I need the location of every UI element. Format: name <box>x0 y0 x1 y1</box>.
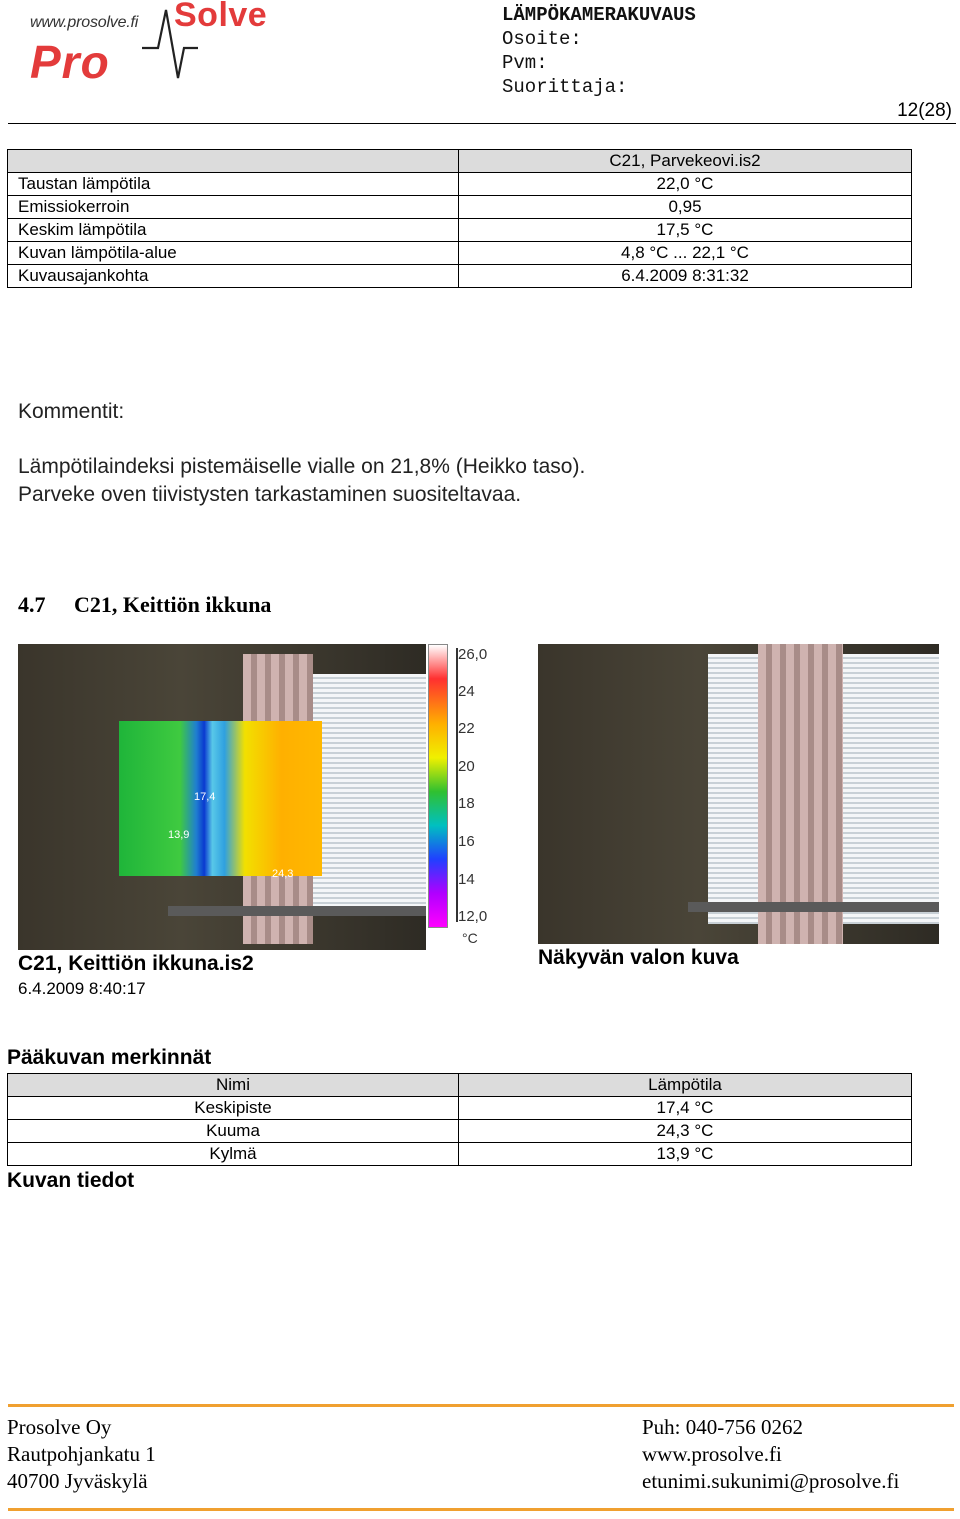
table-header-cell: Lämpötila <box>459 1074 912 1097</box>
performer-label: Suorittaja: <box>502 76 628 98</box>
table-cell: Taustan lämpötila <box>8 173 459 196</box>
scale-tick: 26,0 <box>458 646 488 663</box>
table-cell: 22,0 °C <box>459 173 912 196</box>
visible-light-photo <box>538 644 939 944</box>
scale-tick: 22 <box>458 720 475 737</box>
logo-spark-icon <box>140 4 200 84</box>
hot-marker: 24,3 <box>272 868 294 880</box>
table-cell <box>8 150 459 173</box>
scale-tick: 16 <box>458 833 475 850</box>
footer-company: Prosolve Oy <box>7 1415 112 1439</box>
table-cell: 6.4.2009 8:31:32 <box>459 265 912 288</box>
table-cell: Kuvausajankohta <box>8 265 459 288</box>
section-title: C21, Keittiön ikkuna <box>74 592 272 617</box>
thermal-image-caption: C21, Keittiön ikkuna.is2 <box>18 952 254 975</box>
table-cell: C21, Parvekeovi.is2 <box>459 150 912 173</box>
comments-heading: Kommentit: <box>18 400 125 423</box>
table-cell: Keskipiste <box>8 1097 459 1120</box>
logo-pro-text: Pro <box>30 36 110 88</box>
table-cell: 17,4 °C <box>459 1097 912 1120</box>
center-marker: 17,4 <box>194 791 216 803</box>
markers-heading: Pääkuvan merkinnät <box>7 1046 212 1069</box>
footer-divider-bottom <box>8 1508 954 1511</box>
table-row <box>8 1097 912 1120</box>
scale-tick: 18 <box>458 795 475 812</box>
scale-tick: 24 <box>458 683 475 700</box>
page-number: 12(28) <box>897 100 952 121</box>
image-info-heading: Kuvan tiedot <box>7 1169 135 1192</box>
footer-divider-top <box>8 1404 954 1407</box>
table-row <box>8 1143 912 1166</box>
table-row <box>8 242 912 265</box>
table-cell: 0,95 <box>459 196 912 219</box>
header-divider <box>8 123 956 124</box>
section-number: 4.7 <box>18 592 46 617</box>
table-header-cell: Nimi <box>8 1074 459 1097</box>
image-info-table <box>7 149 912 288</box>
table-cell: 24,3 °C <box>459 1120 912 1143</box>
thermal-image <box>18 644 426 950</box>
table-row <box>8 150 912 173</box>
table-row <box>8 196 912 219</box>
footer-street: Rautpohjankatu 1 <box>7 1442 156 1466</box>
table-cell: Kuuma <box>8 1120 459 1143</box>
footer-website-link[interactable]: www.prosolve.fi <box>642 1442 782 1466</box>
temperature-scale <box>426 644 506 950</box>
table-cell: Emissiokerroin <box>8 196 459 219</box>
visible-image-caption: Näkyvän valon kuva <box>538 946 739 969</box>
cold-marker: 13,9 <box>168 829 190 841</box>
table-cell: 17,5 °C <box>459 219 912 242</box>
table-cell: Keskim lämpötila <box>8 219 459 242</box>
table-row <box>8 1120 912 1143</box>
table-cell: Kylmä <box>8 1143 459 1166</box>
scale-tick: 14 <box>458 871 475 888</box>
company-logo <box>28 0 308 90</box>
markers-table <box>7 1073 912 1166</box>
table-row <box>8 219 912 242</box>
table-cell: 4,8 °C ... 22,1 °C <box>459 242 912 265</box>
comment-line: Lämpötilaindeksi pistemäiselle vialle on 21,8% (Heikko taso). <box>18 455 586 478</box>
table-cell: Kuvan lämpötila-alue <box>8 242 459 265</box>
footer-phone: Puh: 040-756 0262 <box>642 1415 804 1439</box>
logo-url-text: www.prosolve.fi <box>30 14 139 31</box>
scale-tick: 20 <box>458 758 475 775</box>
table-row <box>8 1074 912 1097</box>
scale-tick: 12,0 <box>458 908 488 925</box>
logo-solve-text: Solve <box>174 0 268 34</box>
comment-line: Parveke oven tiivistysten tarkastaminen suositeltavaa. <box>18 483 522 506</box>
color-gradient-bar <box>428 644 448 928</box>
address-label: Osoite: <box>502 28 582 50</box>
section-heading <box>18 592 271 618</box>
footer-city: 40700 Jyväskylä <box>7 1469 148 1493</box>
thermal-image-timestamp: 6.4.2009 8:40:17 <box>18 979 146 998</box>
table-row <box>8 265 912 288</box>
document-title: LÄMPÖKAMERAKUVAUS <box>502 4 696 26</box>
date-label: Pvm: <box>502 52 548 74</box>
table-row <box>8 173 912 196</box>
table-cell: 13,9 °C <box>459 1143 912 1166</box>
footer-email-link[interactable]: etunimi.sukunimi@prosolve.fi <box>642 1469 900 1493</box>
scale-unit: °C <box>462 930 478 946</box>
